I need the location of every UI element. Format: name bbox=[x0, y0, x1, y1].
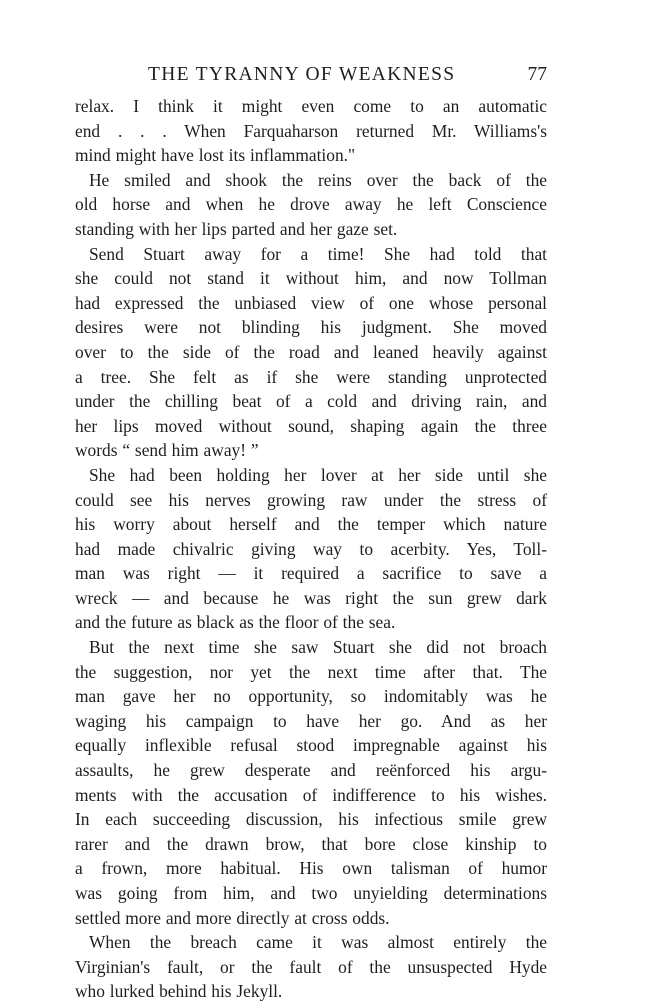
text-line: She had been holding her lover at her side until she bbox=[89, 464, 547, 485]
text-line: When the breach came it was almost entirely the bbox=[89, 932, 547, 953]
text-line: had made chivalric giving way to acerbity. Yes, Toll- bbox=[75, 538, 547, 559]
text-line: end . . . When Farquaharson returned Mr. Williams's bbox=[75, 120, 547, 141]
text-line: she could not stand it without him, and now Tollman bbox=[75, 268, 547, 289]
text-line: man was right — it required a sacrifice to save a bbox=[75, 563, 547, 584]
text-line: a tree. She felt as if she were standing unprotected bbox=[75, 366, 547, 387]
text-line: the suggestion, nor yet the next time after that. The bbox=[75, 661, 547, 682]
text-line: and the future as black as the floor of the sea. bbox=[75, 612, 396, 633]
page-number: 77 bbox=[527, 64, 547, 85]
text-line: settled more and more directly at cross odds. bbox=[75, 907, 390, 928]
text-line: wreck — and because he was right the sun grew dark bbox=[75, 587, 547, 608]
text-line: a frown, more habitual. His own talisman of humor bbox=[75, 858, 547, 879]
text-line: relax. I think it might even come to an automatic bbox=[75, 96, 547, 116]
body-text bbox=[75, 94, 547, 1004]
text-line: mind might have lost its inflammation." bbox=[75, 145, 356, 166]
text-line: He smiled and shook the reins over the back of the bbox=[89, 169, 547, 190]
text-line: words “ send him away! ” bbox=[75, 440, 259, 461]
text-line: waging his campaign to have her go. And as her bbox=[75, 710, 547, 731]
text-line: man gave her no opportunity, so indomitably was he bbox=[75, 686, 547, 707]
text-line: could see his nerves growing raw under the stress of bbox=[75, 489, 547, 510]
text-line: desires were not blinding his judgment. She moved bbox=[75, 317, 547, 338]
text-line: was going from him, and two unyielding determinations bbox=[75, 883, 547, 903]
text-line: rarer and the drawn brow, that bore close kinship to bbox=[75, 833, 547, 854]
text-line: ments with the accusation of indifference to his wishes. bbox=[75, 784, 547, 805]
text-line: who lurked behind his Jekyll. bbox=[75, 981, 283, 1002]
text-line: Virginian's fault, or the fault of the unsuspected Hyde bbox=[75, 956, 547, 977]
text-line: standing with her lips parted and her gaze set. bbox=[75, 218, 398, 239]
text-line: equally inflexible refusal stood impregnable against his bbox=[75, 735, 547, 756]
book-page bbox=[75, 60, 547, 1004]
text-line: In each succeeding discussion, his infectious smile grew bbox=[75, 809, 547, 830]
text-line: assaults, he grew desperate and reënforced his argu- bbox=[75, 760, 547, 781]
text-line: But the next time she saw Stuart she did not broach bbox=[89, 637, 547, 658]
running-title: THE TYRANNY OF WEAKNESS bbox=[148, 64, 456, 85]
running-head bbox=[75, 60, 547, 94]
text-line: under the chilling beat of a cold and driving rain, and bbox=[75, 391, 547, 412]
text-line: Send Stuart away for a time! She had told that bbox=[89, 243, 547, 264]
text-line: old horse and when he drove away he left Conscience bbox=[75, 194, 547, 215]
text-line: his worry about herself and the temper which nature bbox=[75, 514, 547, 535]
text-line: her lips moved without sound, shaping again the three bbox=[75, 415, 547, 436]
text-line: over to the side of the road and leaned heavily against bbox=[75, 341, 547, 362]
text-line: had expressed the unbiased view of one whose personal bbox=[75, 292, 547, 313]
